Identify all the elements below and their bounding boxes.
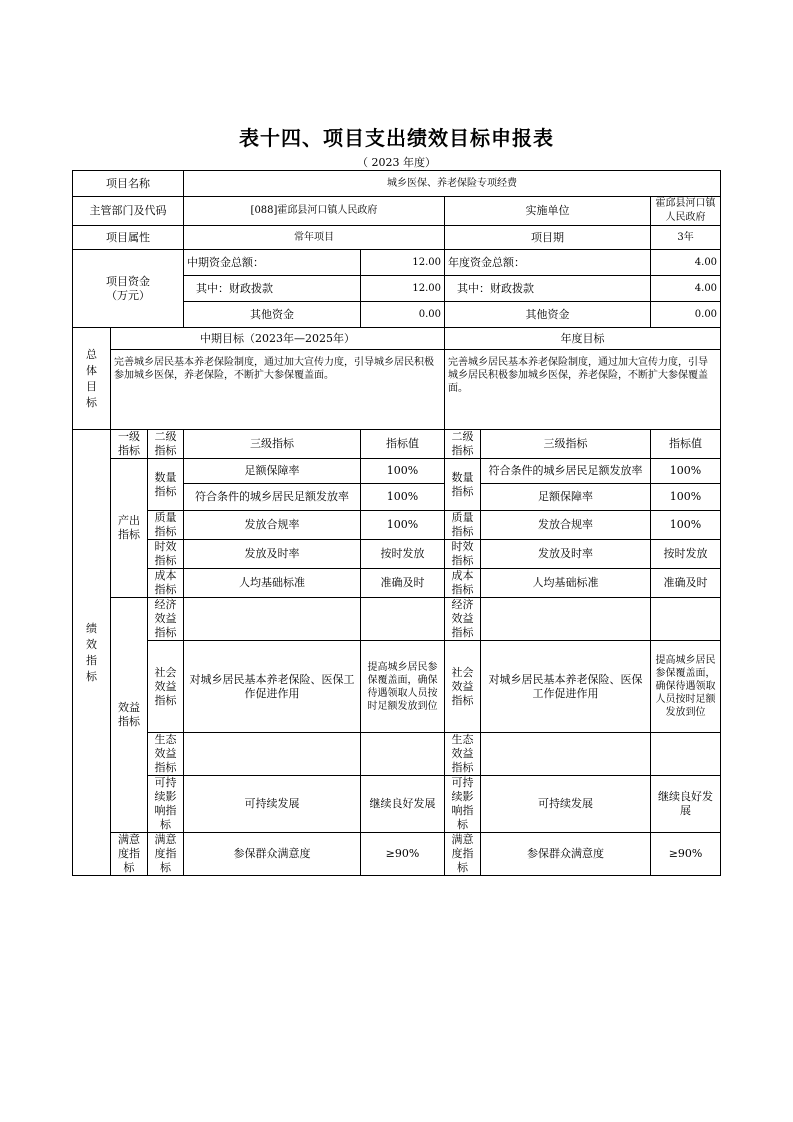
annual-value-header: 指标值 xyxy=(651,430,721,459)
value-header: 指标值 xyxy=(361,430,445,459)
mid-economic xyxy=(184,598,361,641)
mid-quality-value: 100% xyxy=(361,511,445,540)
annual-economic-value xyxy=(651,598,721,641)
annual-sustainable: 可持续发展 xyxy=(481,776,651,833)
annual-cost: 人均基础标准 xyxy=(481,569,651,598)
annual-social-value: 提高城乡居民参保覆盖面，确保待遇领取人员按时足额发放到位 xyxy=(651,641,721,733)
annual-quality-indicator: 质量指标 xyxy=(445,511,481,540)
project-name-label: 项目名称 xyxy=(73,171,184,197)
annual-goal-header: 年度目标 xyxy=(445,328,721,350)
mid-ecological-value xyxy=(361,733,445,776)
annual-goal-text: 完善城乡居民基本养老保险制度，通过加大宣传力度，引导城乡居民积极参加城乡医保，养老保险，不断扩大参保覆盖面。 xyxy=(445,350,721,430)
cost-indicator: 成本指标 xyxy=(148,569,184,598)
level3-header: 三级指标 xyxy=(184,430,361,459)
mid-fiscal-value: 12.00 xyxy=(361,276,445,302)
annual-total-label: 年度资金总额： xyxy=(445,250,651,276)
mid-satisfaction-value: ≥90% xyxy=(361,833,445,876)
perf-label-text: 绩效指标 xyxy=(86,621,97,683)
mid-total-label: 中期资金总额： xyxy=(184,250,361,276)
quantity-indicator: 数量指标 xyxy=(148,459,184,511)
annual-timeliness-indicator: 时效指标 xyxy=(445,540,481,569)
annual-satisfaction-value: ≥90% xyxy=(651,833,721,876)
performance-goal-table xyxy=(72,170,721,876)
overall-goal-label-text: 总体目标 xyxy=(86,347,97,409)
mid-quantity-2: 符合条件的城乡居民足额发放率 xyxy=(184,484,361,511)
ecological-indicator: 生态效益指标 xyxy=(148,733,184,776)
mid-satisfaction: 参保群众满意度 xyxy=(184,833,361,876)
mid-cost-value: 准确及时 xyxy=(361,569,445,598)
annual-sustainable-value: 继续良好发展 xyxy=(651,776,721,833)
annual-quantity-indicator: 数量指标 xyxy=(445,459,481,511)
annual-quantity-2: 足额保障率 xyxy=(481,484,651,511)
impl-unit-label: 实施单位 xyxy=(445,197,651,226)
annual-economic xyxy=(481,598,651,641)
timeliness-indicator: 时效指标 xyxy=(148,540,184,569)
impl-unit-value: 霍邱县河口镇人民政府 xyxy=(651,197,721,226)
mid-cost: 人均基础标准 xyxy=(184,569,361,598)
annual-quality-value: 100% xyxy=(651,511,721,540)
annual-level3-header: 三级指标 xyxy=(481,430,651,459)
social-indicator: 社会效益指标 xyxy=(148,641,184,733)
overall-goal-label xyxy=(73,328,111,430)
mid-quantity-1: 足额保障率 xyxy=(184,459,361,484)
dept-value: [088]霍邱县河口镇人民政府 xyxy=(184,197,445,226)
annual-satisfaction: 参保群众满意度 xyxy=(481,833,651,876)
project-period-label: 项目期 xyxy=(445,226,651,250)
economic-indicator: 经济效益指标 xyxy=(148,598,184,641)
annual-quality: 发放合规率 xyxy=(481,511,651,540)
annual-level2-header: 二级指标 xyxy=(445,430,481,459)
annual-fiscal-value: 4.00 xyxy=(651,276,721,302)
page-title: 表十四、项目支出绩效目标申报表 xyxy=(239,126,554,150)
year-line: （ 2023 年度） xyxy=(357,156,436,169)
mid-social: 对城乡居民基本养老保险、医保工作促进作用 xyxy=(184,641,361,733)
level1-header: 一级指标 xyxy=(111,430,148,459)
project-period-value: 3年 xyxy=(651,226,721,250)
project-name-value: 城乡医保、养老保险专项经费 xyxy=(184,171,721,197)
annual-quantity-1: 符合条件的城乡居民足额发放率 xyxy=(481,459,651,484)
mid-quality: 发放合规率 xyxy=(184,511,361,540)
annual-quantity-2-value: 100% xyxy=(651,484,721,511)
annual-social-indicator: 社会效益指标 xyxy=(445,641,481,733)
funds-label xyxy=(73,250,184,328)
benefit-indicator: 效益指标 xyxy=(111,598,148,833)
mid-timeliness-value: 按时发放 xyxy=(361,540,445,569)
satisfaction-indicator: 满意度指标 xyxy=(111,833,148,876)
mid-quantity-1-value: 100% xyxy=(361,459,445,484)
annual-satisfaction-level2: 满意度指标 xyxy=(445,833,481,876)
mid-goal-text: 完善城乡居民基本养老保险制度，通过加大宣传力度，引导城乡居民积极参加城乡医保，养老保险，不断扩大参保覆盖面。 xyxy=(111,350,445,430)
dept-label: 主管部门及代码 xyxy=(73,197,184,226)
annual-ecological-indicator: 生态效益指标 xyxy=(445,733,481,776)
perf-label xyxy=(73,430,111,876)
mid-sustainable-value: 继续良好发展 xyxy=(361,776,445,833)
mid-goal-header: 中期目标（2023年—2025年） xyxy=(111,328,445,350)
mid-sustainable: 可持续发展 xyxy=(184,776,361,833)
mid-ecological xyxy=(184,733,361,776)
mid-economic-value xyxy=(361,598,445,641)
level2-header: 二级指标 xyxy=(148,430,184,459)
annual-social: 对城乡居民基本养老保险、医保工作促进作用 xyxy=(481,641,651,733)
annual-fiscal-label: 其中：财政拨款 xyxy=(445,276,651,302)
mid-total-value: 12.00 xyxy=(361,250,445,276)
mid-other-value: 0.00 xyxy=(361,302,445,328)
annual-total-value: 4.00 xyxy=(651,250,721,276)
annual-timeliness: 发放及时率 xyxy=(481,540,651,569)
project-attr-label: 项目属性 xyxy=(73,226,184,250)
annual-sustainable-indicator: 可持续影响指标 xyxy=(445,776,481,833)
sustainable-indicator: 可持续影响指标 xyxy=(148,776,184,833)
annual-timeliness-value: 按时发放 xyxy=(651,540,721,569)
project-attr-value: 常年项目 xyxy=(184,226,445,250)
annual-cost-value: 准确及时 xyxy=(651,569,721,598)
output-indicator: 产出指标 xyxy=(111,459,148,598)
annual-cost-indicator: 成本指标 xyxy=(445,569,481,598)
mid-social-value: 提高城乡居民参保覆盖面，确保待遇领取人员按时足额发放到位 xyxy=(361,641,445,733)
quality-indicator: 质量指标 xyxy=(148,511,184,540)
annual-economic-indicator: 经济效益指标 xyxy=(445,598,481,641)
funds-label-text: 项目资金（万元） xyxy=(106,274,150,302)
mid-other-label: 其他资金 xyxy=(184,302,361,328)
mid-timeliness: 发放及时率 xyxy=(184,540,361,569)
mid-fiscal-label: 其中：财政拨款 xyxy=(184,276,361,302)
satisfaction-level2: 满意度指标 xyxy=(148,833,184,876)
annual-other-value: 0.00 xyxy=(651,302,721,328)
annual-other-label: 其他资金 xyxy=(445,302,651,328)
annual-ecological-value xyxy=(651,733,721,776)
annual-ecological xyxy=(481,733,651,776)
annual-quantity-1-value: 100% xyxy=(651,459,721,484)
mid-quantity-2-value: 100% xyxy=(361,484,445,511)
